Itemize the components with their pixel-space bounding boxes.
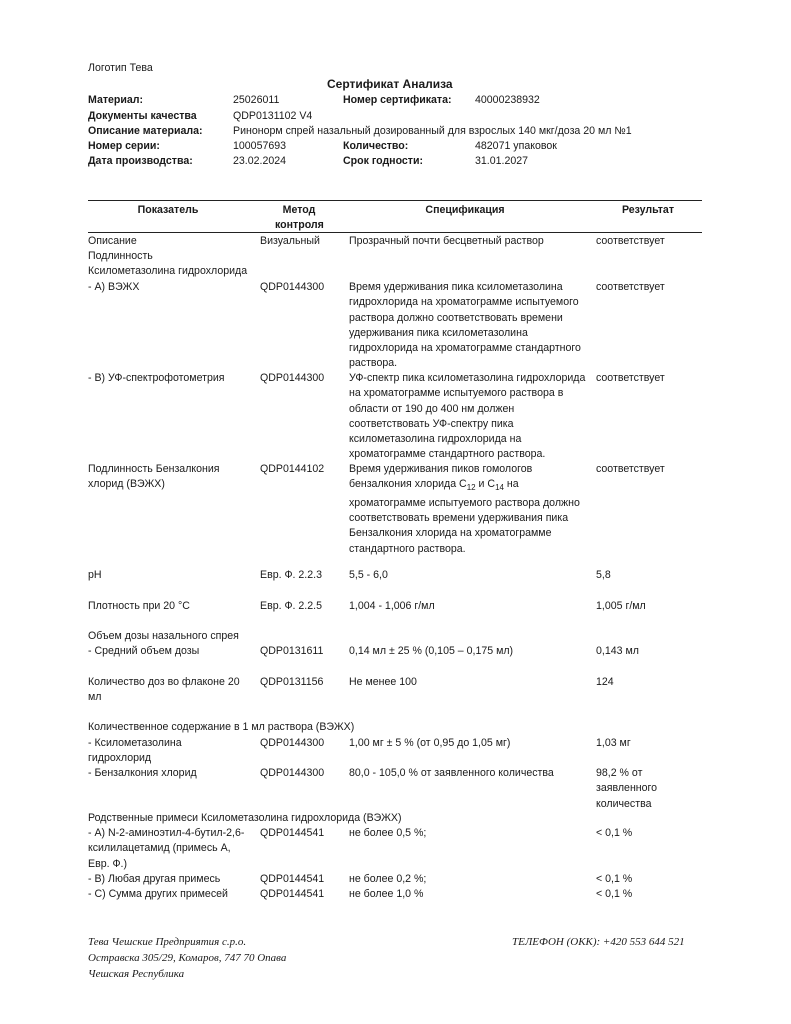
expiry-date-value: 31.01.2027 [475,155,529,167]
row-ph-spec: 5,5 - 6,0 [349,569,388,581]
row-dose-indicator: - Средний объем дозы [88,645,200,657]
material-value: 25026011 [233,94,280,106]
row-density-method: Евр. Ф. 2.2.5 [260,600,322,612]
production-date-label: Дата производства: [88,155,193,167]
column-header-specification: Спецификация [425,204,505,216]
bzk-spec-sub-12: 12 [466,483,476,493]
row-ph-result: 5,8 [596,569,611,581]
row-count-result: 124 [596,676,614,688]
row-uv-method: QDP0144300 [260,372,325,384]
row-description-method: Визуальный [260,235,320,247]
row-dose-spec: 0,14 мл ± 25 % (0,105 – 0,175 мл) [349,645,514,657]
row-impurity-a-spec: не более 0,5 %; [349,827,427,839]
row-impurity-b-indicator: - В) Любая другая примесь [88,873,221,885]
row-impurity-b-result: < 0,1 % [596,873,633,885]
row-assay-xylo-result: 1,03 мг [596,737,631,749]
quality-docs-label: Документы качества [88,110,197,122]
bzk-spec-part-2: и C [475,478,496,491]
row-assay-bzk-result: 98,2 % от заявленного количества [596,767,658,810]
footer-company: Тева Чешские Предприятия с.р.о. [88,936,247,948]
row-bzk-identity-spec [349,462,584,557]
row-density-result: 1,005 г/мл [596,600,646,612]
column-header-indicator: Показатель [137,204,199,216]
row-count-indicator: Количество доз во флаконе 20 мл [88,676,240,704]
table-top-rule [88,200,702,201]
section-impurities-title: Родственные примеси Ксилометазолина гидрохлорида (ВЭЖХ) [88,812,402,824]
row-assay-xylo-indicator: - Ксилометазолина гидрохлорид [88,737,182,765]
column-header-result: Результат [621,204,675,216]
row-density-spec: 1,004 - 1,006 г/мл [349,600,435,612]
row-assay-xylo-spec: 1,00 мг ± 5 % (от 0,95 до 1,05 мг) [349,737,511,749]
row-hplc-result: соответствует [596,281,665,293]
row-impurity-a-indicator: - А) N-2-аминоэтил-4-бутил-2,6-ксилилацетамид (примесь А, Евр. Ф.) [88,827,245,870]
row-impurity-a-result: < 0,1 % [596,827,633,839]
certificate-number-label: Номер сертификата: [343,94,452,106]
material-description-value: Ринонорм спрей назальный дозированный для взрослых 140 мкг/доза 20 мл №1 [233,125,632,137]
row-uv-indicator: - В) УФ-спектрофотометрия [88,372,225,384]
row-uv-result: соответствует [596,372,665,384]
batch-number-label: Номер серии: [88,140,160,152]
row-impurity-b-method: QDP0144541 [260,873,325,885]
row-hplc-spec: Время удерживания пика ксилометазолина гидрохлорида на хроматограмме испытуемого раствора должно соответствовать времени удерживания пика ксилометазолина гидрохлорида на хроматограмме стандартного раствора. [349,281,581,370]
section-identity-subject: Ксилометазолина гидрохлорида [88,265,248,277]
footer-address: Остравска 305/29, Комаров, 747 70 Опава [88,952,287,964]
production-date-value: 23.02.2024 [233,155,287,167]
row-description-indicator: Описание [88,235,137,247]
row-dose-result: 0,143 мл [596,645,639,657]
row-assay-bzk-indicator: - Бензалкония хлорид [88,767,197,779]
quantity-value: 482071 упаковок [475,140,557,152]
section-identity-title: Подлинность [88,250,153,262]
row-count-spec: Не менее 100 [349,676,417,688]
material-description-label: Описание материала: [88,125,203,137]
bzk-spec-sub-14: 14 [495,483,504,493]
row-impurity-a-method: QDP0144541 [260,827,325,839]
row-ph-method: Евр. Ф. 2.2.3 [260,569,322,581]
bzk-spec-part-3: на хроматограмме испытуемого раствора должно соответствовать времени удерживания пика Бензалкония хлорида на хроматограмме стандартного раствора. [349,478,580,555]
material-label: Материал: [88,94,144,106]
row-hplc-indicator: - А) ВЭЖХ [88,281,140,293]
row-bzk-identity-result: соответствует [596,463,665,475]
table-header-rule [88,232,702,233]
quantity-label: Количество: [343,140,409,152]
section-dose-title: Объем дозы назального спрея [88,630,239,642]
row-uv-spec: УФ-спектр пика ксилометазолина гидрохлорида на хроматограмме испытуемого раствора в области от 190 до 400 нм должен соответствовать УФ-спектру пика ксилометазолина гидрохлорида на хроматограмме стандартного раствора. [349,372,586,461]
quality-docs-value: QDP0131102 V4 [233,110,313,122]
column-header-method: Метод контроля [275,204,324,232]
section-assay-title: Количественное содержание в 1 мл раствора (ВЭЖХ) [88,721,355,733]
bzk-spec-part-1: Время удерживания пиков гомологов бензалкония хлорида C [349,463,533,491]
row-dose-method: QDP0131611 [260,645,324,657]
row-impurity-c-result: < 0,1 % [596,888,633,900]
row-assay-bzk-method: QDP0144300 [260,767,325,779]
row-impurity-c-spec: не более 1,0 % [349,888,424,900]
row-description-spec: Прозрачный почти бесцветный раствор [349,235,544,247]
row-description-result: соответствует [596,235,665,247]
footer-country: Чешская Республика [88,968,185,980]
certificate-number-value: 40000238932 [475,94,540,106]
row-density-indicator: Плотность при 20 °С [88,600,190,612]
row-count-method: QDP0131156 [260,676,324,688]
row-hplc-method: QDP0144300 [260,281,325,293]
batch-number-value: 100057693 [233,140,287,152]
expiry-date-label: Срок годности: [343,155,424,167]
logo-placeholder: Логотип Тева [88,62,153,74]
row-ph-indicator: pH [88,569,102,581]
document-title: Сертификат Анализа [327,77,453,91]
row-impurity-c-indicator: - С) Сумма других примесей [88,888,228,900]
row-bzk-identity-method: QDP0144102 [260,463,325,475]
row-bzk-identity-indicator: Подлинность Бензалкония хлорид (ВЭЖХ) [88,463,220,491]
row-assay-xylo-method: QDP0144300 [260,737,325,749]
row-impurity-b-spec: не более 0,2 %; [349,873,427,885]
row-assay-bzk-spec: 80,0 - 105,0 % от заявленного количества [349,767,554,779]
row-impurity-c-method: QDP0144541 [260,888,325,900]
footer-phone: ТЕЛЕФОН (ОКК): +420 553 644 521 [512,936,685,948]
